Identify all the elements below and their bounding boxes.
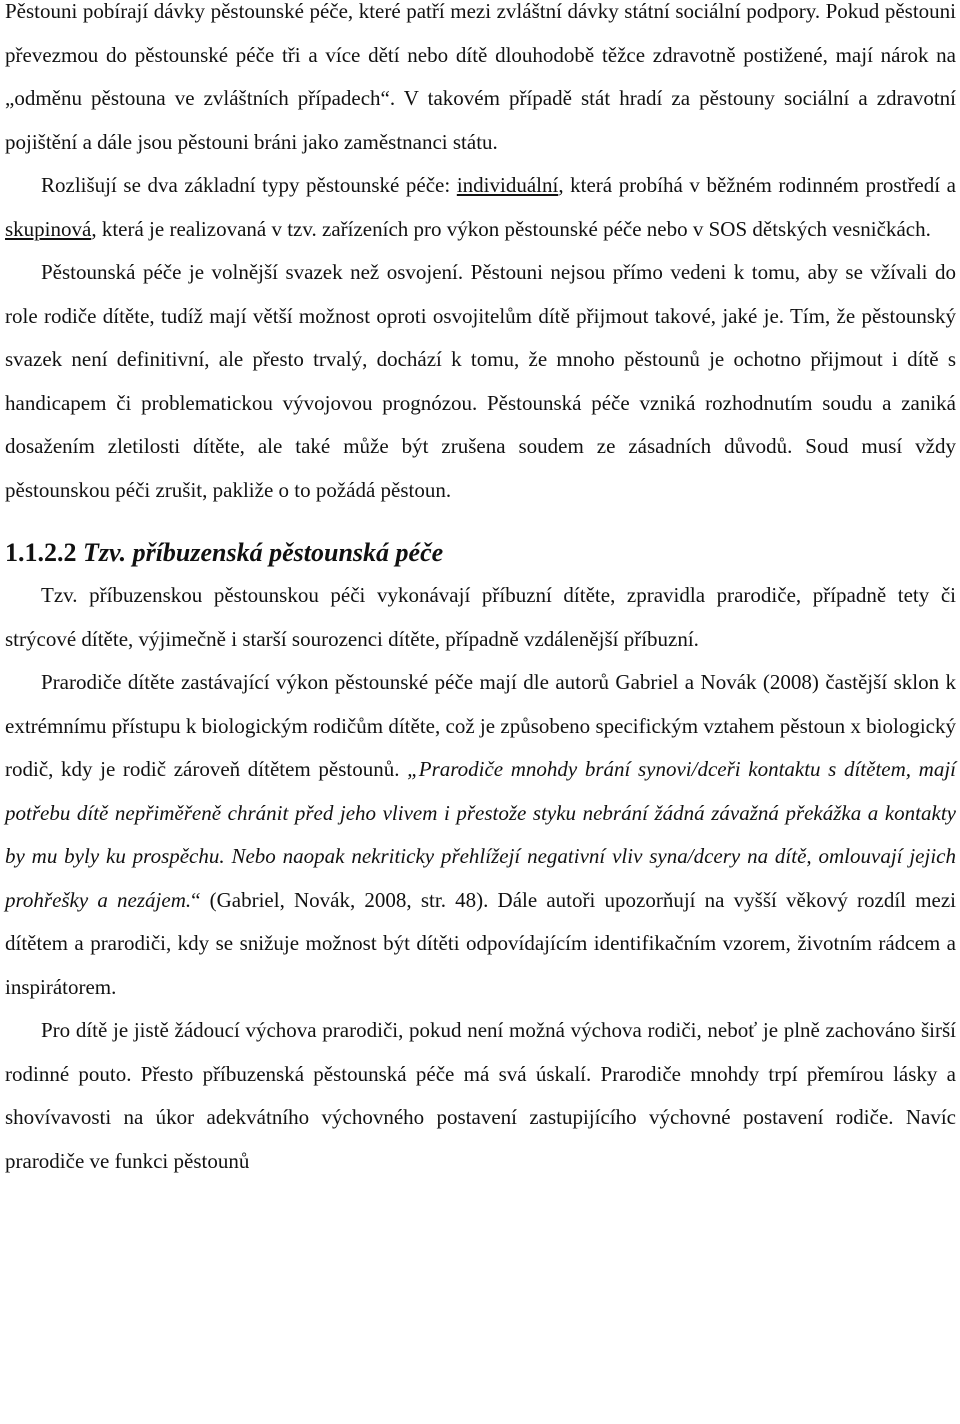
paragraph-foster-types [5, 164, 956, 251]
section-heading [5, 532, 956, 574]
text-run: Prarodiče dítěte zastávající výkon pěstounské péče mají dle autorů Gabriel a Novák (2008) častější sklon k extrémnímu přístupu k biologickým rodičům dítěte, což je způsobeno specifickým vztahem pěstoun x biologický rodič, kdy je rodič zároveň dítětem pěstounů. [5, 670, 956, 781]
text-run: , která je realizovaná v tzv. zařízeních pro výkon pěstounské péče nebo v SOS dětských vesničkách. [91, 216, 931, 241]
section-title: Tzv. příbuzenská pěstounská péče [83, 538, 444, 567]
paragraph-grandparents [5, 661, 956, 1009]
paragraph-grandparent-upbringing: Pro dítě je jistě žádoucí výchova prarodiči, pokud není možná výchova rodiči, neboť je plně zachováno širší rodinné pouto. Přesto příbuzenská pěstounská péče má svá úskalí. Prarodiče mnohdy trpí přemírou lásky a shovívavosti na úkor adekvátního výchovného postavení zastupijícího výchovné postavení rodiče. Navíc prarodiče ve funkci pěstounů [5, 1018, 956, 1173]
underlined-term-individual: individuální [456, 173, 559, 197]
paragraph-foster-vs-adoption: Pěstounská péče je volnější svazek než osvojení. Pěstouni nejsou přímo vedeni k tomu, aby se vžívali do role rodiče dítěte, tudíž mají větší možnost oproti osvojitelům dítě přijmout takové, jaké je. Tím, že pěstounský svazek není definitivní, ale přesto trvalý, dochází k tomu, že mnoho pěstounů je ochotno přijmout i dítě s handicapem či problematickou vývojovou prognózou. Pěstounská péče vzniká rozhodnutím soudu a zaniká dosažením zletilosti dítěte, ale také může být zrušena soudem ze zásadních důvodů. Soud musí vždy pěstounskou péči zrušit, pakliže o to požádá pěstoun. [5, 260, 956, 502]
text-run: Rozlišují se dva základní typy pěstounské péče: [41, 173, 457, 197]
quotation: „Prarodiče mnohdy brání synovi/dceři kontaktu s dítětem, mají potřebu dítě nepřiměřeně chránit před jeho vlivem i přestože styku nebrání žádná závažná překážka a kontakty by mu byly ku prospěchu. Nebo naopak nekriticky přehlížejí negativní vliv syna/dcery na dítě, omlouvají jejich prohřešky a nezájem. [5, 757, 956, 912]
paragraph-kinship-care: Tzv. příbuzenskou pěstounskou péči vykonávají příbuzní dítěte, zpravidla prarodiče, případně tety či strýcové dítěte, výjimečně i starší sourozenci dítěte, případně vzdálenější příbuzní. [5, 583, 956, 651]
paragraph-foster-benefits: Pěstouni pobírají dávky pěstounské péče, které patří mezi zvláštní dávky státní sociální podpory. Pokud pěstouni převezmou do pěstounské péče tři a více dětí nebo dítě dlouhodobě těžce zdravotně postižené, mají nárok na „odměnu pěstouna ve zvláštních případech“. V takovém případě stát hradí za pěstouny sociální a zdravotní pojištění a dále jsou pěstouni bráni jako zaměstnanci státu. [5, 0, 956, 154]
text-run: “ (Gabriel, Novák, 2008, str. 48). Dále autoři upozorňují na vyšší věkový rozdíl mezi dítětem a prarodiči, kdy se snižuje možnost být dítěti odpovídajícím identifikačním vzorem, životním rádcem a inspirátorem. [5, 887, 957, 999]
text-run: , která probíhá v běžném rodinném prostředí a [558, 173, 956, 197]
section-number: 1.1.2.2 [5, 538, 77, 567]
underlined-term-group: skupinová [5, 216, 92, 241]
